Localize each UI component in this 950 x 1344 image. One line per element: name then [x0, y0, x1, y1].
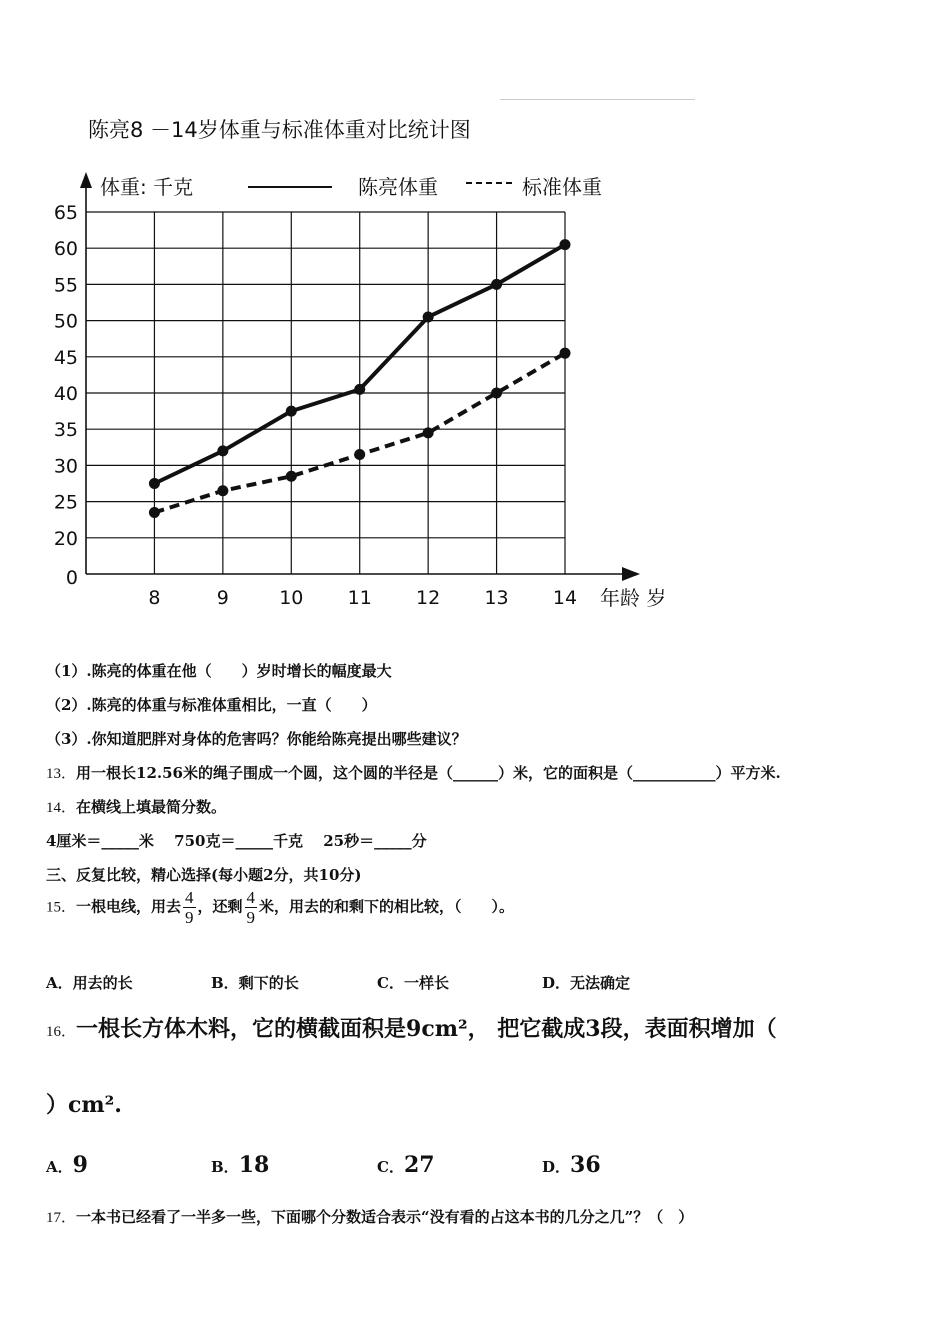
- chart-axes: [86, 180, 630, 574]
- q16-option-a[interactable]: [46, 1152, 88, 1178]
- question-text: 在横线上填最简分数。: [76, 798, 227, 816]
- option-letter: A．: [46, 974, 73, 992]
- q15-option-a[interactable]: [46, 972, 133, 993]
- x-tick-label: 10: [279, 587, 304, 609]
- data-point-chenliang: [217, 445, 228, 456]
- option-text: 27: [403, 1152, 435, 1178]
- fraction-numerator: 4: [185, 888, 194, 907]
- fraction-numerator: 4: [246, 888, 256, 907]
- y-tick-label: 30: [53, 455, 78, 478]
- x-tick-label: 8: [148, 587, 161, 609]
- question-text: 一根电线，用去: [76, 897, 182, 916]
- option-letter: C．: [377, 1158, 404, 1176]
- question-text: 一本书已经看了一半多一些，下面哪个分数适合表示“没有看的占这本书的几分之几”？（ ）: [76, 1208, 694, 1226]
- question-1: （1）.陈亮的体重在他（ ）岁时增长的幅度最大: [46, 662, 392, 680]
- q15-option-d[interactable]: [542, 972, 630, 993]
- y-tick-label: 40: [53, 383, 78, 405]
- option-text: 36: [570, 1152, 601, 1178]
- y-tick-label: 35: [53, 419, 78, 442]
- question-number: 17．: [46, 1210, 77, 1226]
- x-axis-arrow: [622, 567, 640, 581]
- question-number: 16．: [46, 1024, 77, 1040]
- option-letter: A．: [46, 1158, 73, 1176]
- question-16: [46, 1012, 777, 1043]
- option-letter: D．: [542, 1158, 571, 1176]
- option-text: 一样长: [403, 974, 449, 992]
- y-tick-label: 45: [53, 346, 78, 369]
- data-point-chenliang: [491, 279, 502, 290]
- data-point-standard: [149, 507, 160, 518]
- option-text: 剩下的长: [238, 974, 299, 992]
- y-tick-label: 50: [53, 310, 78, 333]
- option-letter: B．: [211, 1158, 239, 1176]
- data-point-chenliang: [423, 311, 434, 322]
- y-tick-label: 25: [53, 491, 78, 514]
- question-14: [46, 796, 226, 817]
- x-tick-label: 14: [552, 587, 578, 609]
- question-text: ，还剩: [197, 897, 243, 916]
- data-point-standard: [423, 427, 434, 438]
- legend-label-chenliang: 陈亮体重: [358, 175, 438, 199]
- question-15: [46, 888, 514, 927]
- fraction-denominator: 9: [246, 908, 256, 927]
- x-axis-label: 年龄 岁: [600, 586, 667, 610]
- question-2: （2）.陈亮的体重与标准体重相比，一直（ ）: [46, 696, 377, 714]
- data-point-chenliang: [560, 239, 571, 250]
- question-number: 13．: [46, 766, 77, 782]
- chart-title: 陈亮8 －14岁体重与标准体重对比统计图: [88, 118, 471, 142]
- data-point-standard: [217, 485, 228, 496]
- y-tick-label: 65: [53, 202, 78, 224]
- data-point-standard: [286, 471, 297, 482]
- q16-option-c[interactable]: [377, 1152, 435, 1178]
- option-text: 无法确定: [570, 974, 631, 992]
- q15-option-c[interactable]: [377, 972, 449, 993]
- x-tick-label: 13: [484, 587, 509, 609]
- question-number: 15．: [46, 899, 77, 916]
- x-tick-label: 11: [347, 587, 372, 609]
- question-14-items: 4厘米＝_____米 750克＝_____千克 25秒＝_____分: [46, 832, 427, 850]
- question-text: 米，用去的和剩下的相比较，（ ）。: [259, 897, 515, 916]
- option-text: 18: [238, 1152, 270, 1178]
- option-text: 用去的长: [72, 974, 133, 992]
- q16-option-b[interactable]: [211, 1152, 269, 1178]
- data-point-standard: [354, 449, 365, 460]
- option-letter: D．: [542, 974, 571, 992]
- option-text: 9: [72, 1152, 88, 1178]
- data-point-chenliang: [354, 384, 365, 395]
- fraction-4-9: [183, 888, 196, 927]
- fraction-denominator: 9: [185, 908, 194, 927]
- y-tick-label: 55: [53, 274, 78, 297]
- x-tick-label: 12: [416, 587, 441, 609]
- question-text: 用一根长12.56米的绳子围成一个圆，这个圆的半径是（______）米，它的面积是（___________）平方米.: [76, 764, 781, 782]
- q16-option-d[interactable]: [542, 1152, 601, 1178]
- y-tick-label: 60: [53, 238, 78, 261]
- question-text: 一根长方体木料，它的横截面积是9cm²， 把它截成3段，表面积增加（: [76, 1016, 777, 1042]
- y-axis-label: 体重: 千克: [100, 175, 194, 199]
- legend-label-standard: 标准体重: [522, 175, 602, 199]
- data-point-chenliang: [286, 406, 297, 417]
- question-17: [46, 1206, 693, 1227]
- section-3-heading: 三、反复比较，精心选择(每小题2分，共10分): [46, 866, 362, 884]
- option-letter: B．: [211, 974, 239, 992]
- q15-option-b[interactable]: [211, 972, 299, 993]
- question-16-line-2: ）cm².: [46, 1092, 122, 1118]
- data-point-standard: [491, 388, 502, 399]
- line-chart: [0, 0, 950, 640]
- question-3: （3）.你知道肥胖对身体的危害吗？你能给陈亮提出哪些建议？: [46, 730, 467, 748]
- y-tick-label: 20: [53, 527, 78, 550]
- option-letter: C．: [377, 974, 404, 992]
- fraction-4-9: [245, 888, 258, 927]
- y-tick-label-zero: 0: [65, 567, 78, 589]
- question-number: 14．: [46, 800, 77, 816]
- data-point-chenliang: [149, 478, 160, 489]
- x-tick-label: 9: [216, 587, 229, 609]
- data-point-standard: [560, 348, 571, 359]
- question-13: [46, 762, 781, 783]
